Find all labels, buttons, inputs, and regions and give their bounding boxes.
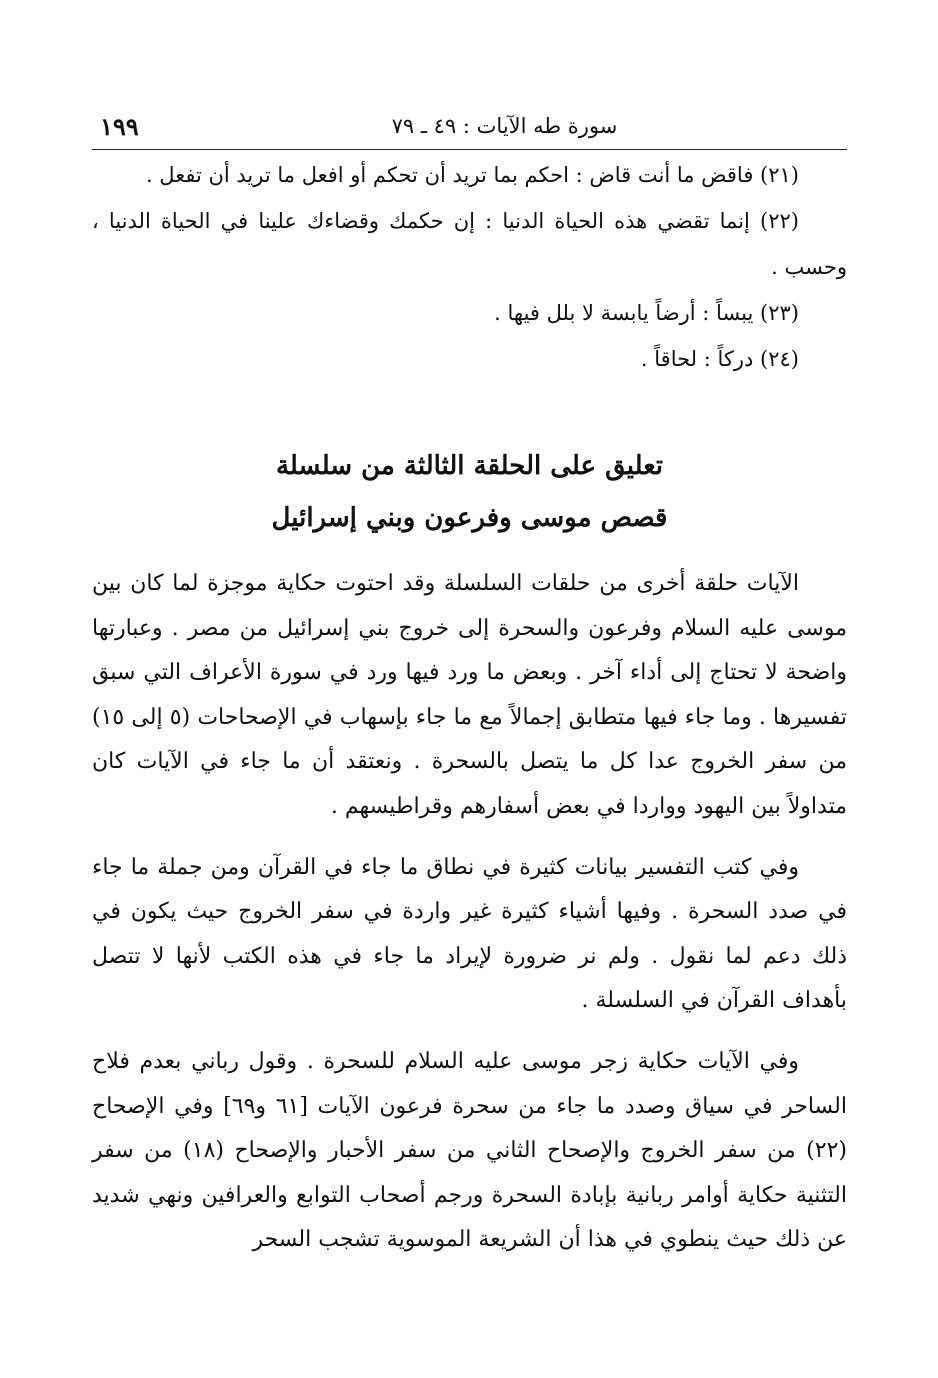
footnotes (92, 150, 847, 382)
body-text (92, 562, 847, 1263)
section-heading-line-1: تعليق على الحلقة الثالثة من سلسلة (275, 451, 664, 481)
footnote: (٢٣) يبساً : أرضاً يابسة لا بلل فيها . (494, 301, 799, 325)
section-heading (92, 440, 847, 544)
footnote: (٢٤) دركاً : لحاقاً . (640, 347, 799, 371)
page-number: ١٩٩ (100, 112, 139, 141)
footnote: (٢١) فاقض ما أنت قاض : احكم بما تريد أن تحكم أو افعل ما تريد أن تفعل . (145, 163, 799, 187)
page-content (92, 150, 847, 1279)
section-heading-line-2: قصص موسى وفرعون وبني إسرائيل (271, 503, 668, 533)
footnote: (٢٢) إنما تقضي هذه الحياة الدنيا : إن حكمك وقضاءك علينا في الحياة الدنيا ، وحسب . (92, 209, 847, 279)
page-header (92, 112, 847, 148)
paragraph: وفي الآيات حكاية زجر موسى عليه السلام للسحرة . وقول رباني بعدم فلاح الساحر في سياق وصدد ما جاء من سحرة فرعون الآيات [٦١ و٦٩] وفي الإصحاح (٢٢) من سفر الخروج والإصحاح الثاني من سفر الأحبار والإصحاح (١٨) من سفر التثنية حكاية أوامر ربانية بإبادة السحرة ورجم أصحاب التوابع والعرافين ونهي شديد عن ذلك حيث ينطوي في هذا أن الشريعة الموسوية تشجب السحر (92, 1048, 847, 1253)
paragraph: الآيات حلقة أخرى من حلقات السلسلة وقد احتوت حكاية موجزة لما كان بين موسى عليه السلام وفرعون والسحرة إلى خروج بني إسرائيل من مصر . وعبارتها واضحة لا تحتاج إلى أداء آخر . وبعض ما ورد فيها ورد في سورة الأعراف التي سبق تفسيرها . وما جاء فيها متطابق إجمالاً مع ما جاء بإسهاب في الإصحاحات (٥ إلى ١٥) من سفر الخروج عدا كل ما يتصل بالسحرة . ونعتقد أن ما جاء في الآيات كان متداولاً بين اليهود وواردا في بعض أسفارهم وقراطيسهم . (92, 571, 847, 819)
paragraph: وفي كتب التفسير بيانات كثيرة في نطاق ما جاء في القرآن ومن جملة ما جاء في صدد السحرة . وفيها أشياء كثيرة غير واردة في سفر الخروج حيث يكون في ذلك دعم لما نقول . ولم نر ضرورة لإيراد ما جاء في هذه الكتب لأنها لا تتصل بأهداف القرآن في السلسلة . (92, 854, 847, 1014)
running-title: سورة طه الآيات : ٤٩ ـ ٧٩ (391, 114, 618, 138)
